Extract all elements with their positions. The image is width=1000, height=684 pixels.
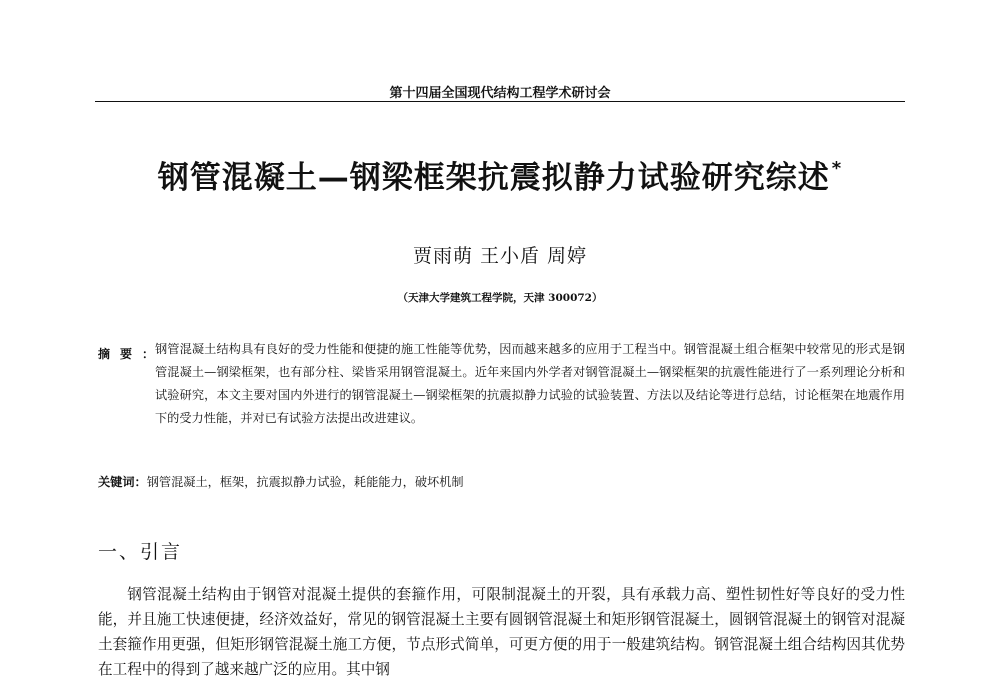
abstract-text: 钢管混凝土结构具有良好的受力性能和便捷的施工性能等优势，因而越来越多的应用于工程当中。钢管混凝土组合框架中较常见的形式是钢管混凝土—钢梁框架，也有部分柱、梁皆采用钢管混凝土。近年来国内外学者对钢管混凝土—钢梁框架的抗震性能进行了一系列理论分析和试验研究，本文主要对国内外进行的钢管混凝土—钢梁框架的抗震拟静力试验的试验装置、方法以及结论等进行总结，讨论框架在地震作用下的受力性能，并对已有试验方法提出改进建议。: [155, 342, 905, 425]
body-paragraph: 钢管混凝土结构由于钢管对混凝土提供的套箍作用，可限制混凝土的开裂，具有承载力高、塑性韧性好等良好的受力性能，并且施工快速便捷，经济效益好，常见的钢管混凝土主要有圆钢管混凝土和矩形钢管混凝土，圆钢管混凝土的钢管对混凝土套箍作用更强，但矩形钢管混凝土施工方便，节点形式简单，可更方便的用于一般建筑结构。钢管混凝土组合结构因其优势在工程中的得到了越来越广泛的应用。其中钢: [98, 586, 905, 678]
keywords-label: 关键词：: [98, 475, 147, 489]
paper-title: [0, 152, 1000, 197]
keywords-text: 钢管混凝土，框架，抗震拟静力试验，耗能能力，破坏机制: [146, 475, 464, 489]
keywords: [98, 473, 464, 490]
section-heading: 一、引言: [98, 541, 183, 563]
affiliation: （天津大学建筑工程学院，天津 300072）: [397, 292, 603, 304]
section-body: [98, 582, 905, 682]
abstract-label: 摘要：: [98, 347, 165, 361]
header-rule: [95, 101, 905, 102]
paper-title-text: 钢管混凝土—钢梁框架抗震拟静力试验研究综述: [157, 160, 830, 196]
running-header: 第十四届全国现代结构工程学术研讨会: [389, 86, 611, 101]
title-footnote-mark: *: [831, 158, 843, 179]
author-list: 贾雨萌 王小盾 周婷: [412, 245, 588, 267]
